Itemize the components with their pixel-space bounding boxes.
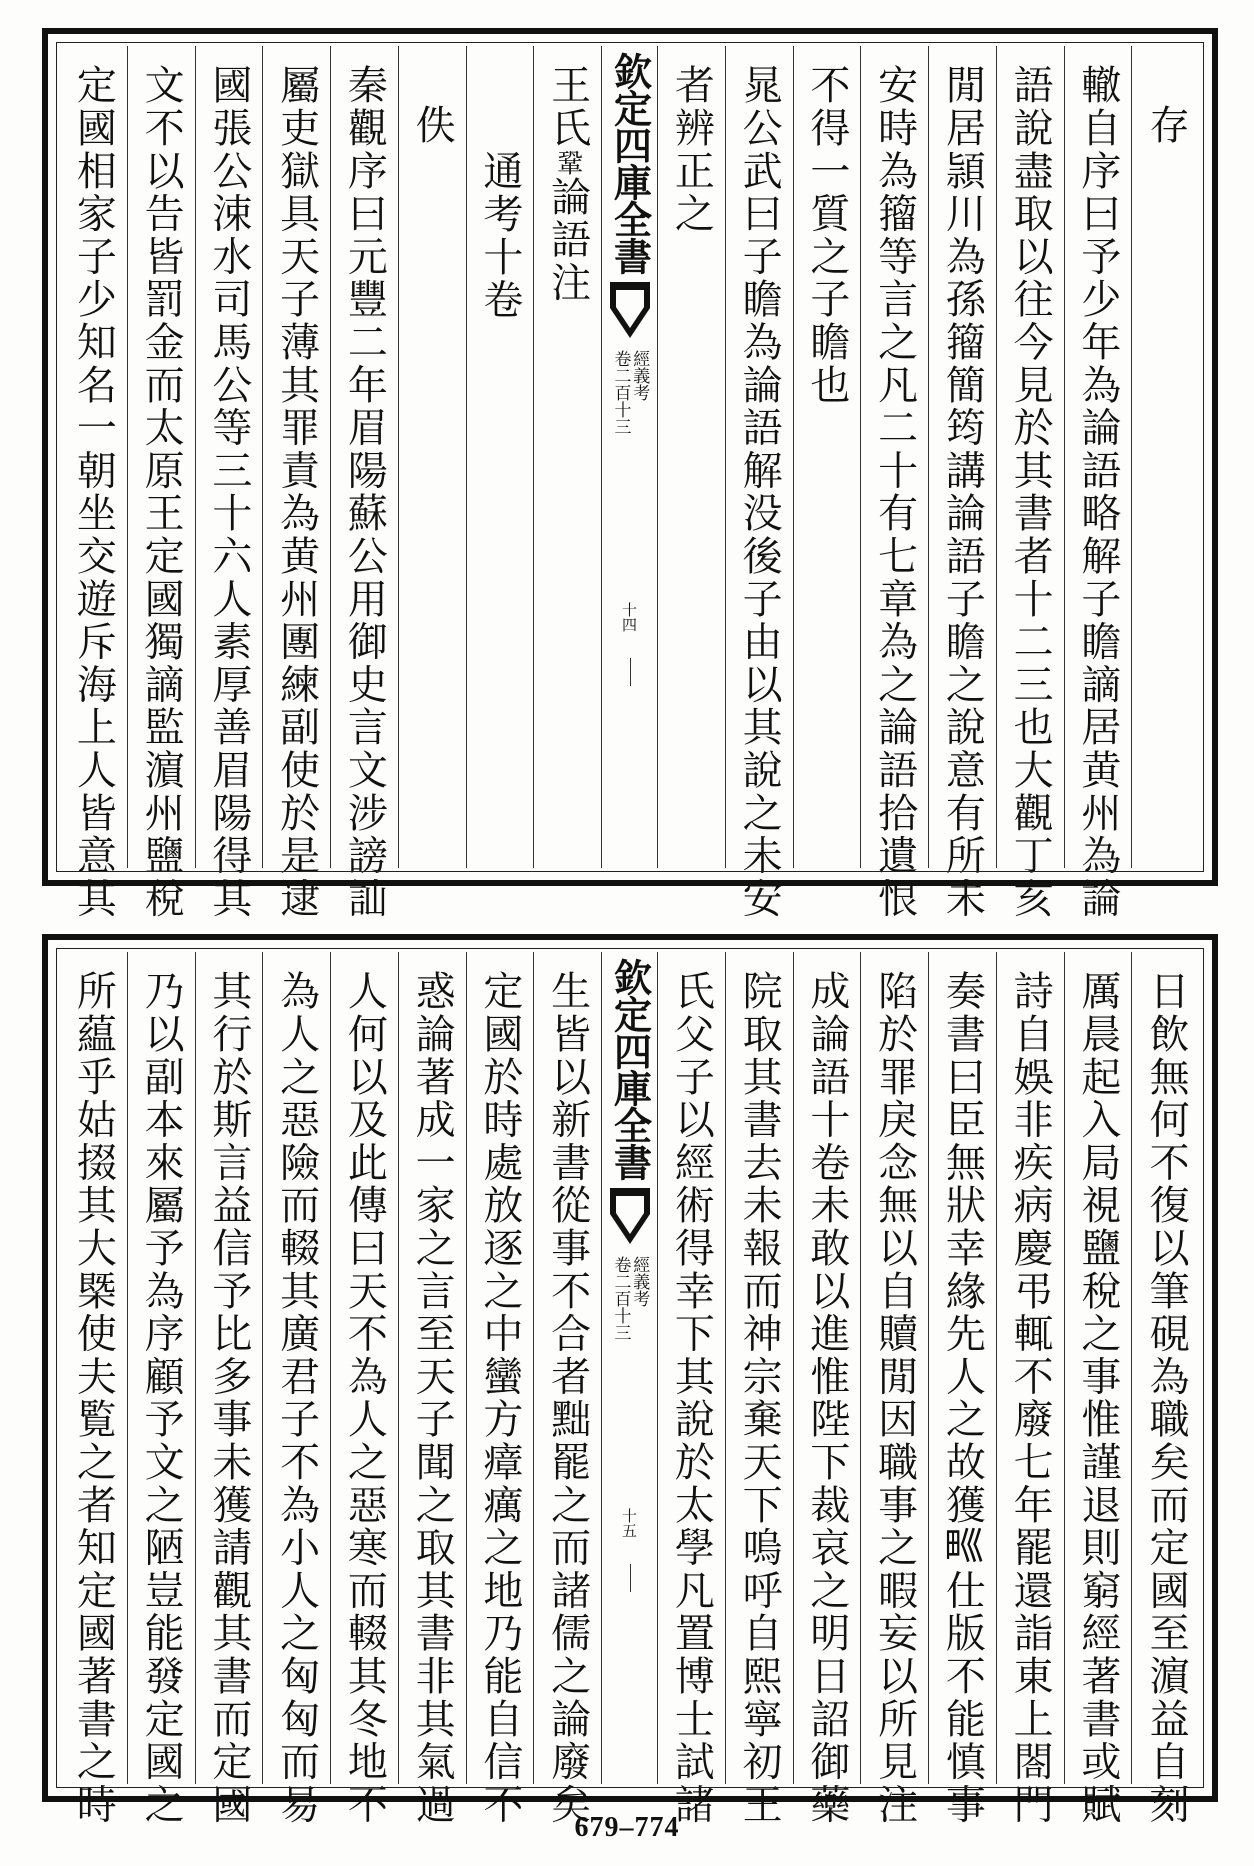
column-text (1007, 970, 1054, 1826)
column-text (939, 64, 986, 920)
column-main-text: 生皆以新書從事不合者黜罷之而諸儒之論廢矣 (544, 970, 591, 1826)
lower-page (42, 934, 1218, 1826)
column-text (736, 970, 783, 1826)
text-column (60, 46, 128, 920)
column-text (341, 970, 388, 1826)
text-column (929, 952, 997, 1826)
column-main-text: 語說盡取以往今見於其書者十二三也大觀丁亥 (1007, 64, 1054, 920)
column-main-text: 不得一質之子瞻也 (803, 64, 850, 407)
text-column (1065, 952, 1133, 1826)
column-main-text: 文不以告皆罰金而太原王定國獨謫監濵州鹽稅 (138, 64, 185, 920)
fold-juan-number: 卷二百十三 (610, 1256, 631, 1341)
column-main-text: 安時為籀等言之凡二十有七章為之論語拾遺恨 (871, 64, 918, 920)
column-main-text: 轍自序曰予少年為論語略解子瞻謫居黄州為論 (1074, 64, 1121, 920)
text-column (658, 952, 726, 1826)
column-text (544, 64, 591, 305)
fold-volume-info (611, 1256, 648, 1341)
column-text (939, 970, 986, 1826)
column-main-text: 奏書曰臣無狀幸緣先人之故獲𤰝仕版不能慎事 (939, 970, 986, 1826)
column-main-text: 厲晨起入局視鹽稅之事惟謹退則窮經著書或賦 (1074, 970, 1121, 1826)
text-column (1132, 952, 1200, 1826)
column-text (1143, 104, 1190, 147)
column-text (803, 64, 850, 407)
column-main-text: 院取其書去未報而神宗棄天下嗚呼自熙寧初王 (736, 970, 783, 1826)
column-main-text: 佚 (409, 104, 456, 147)
column-main-text: 乃以副本來屬予為序顧予文之陋豈能發定國之 (138, 970, 185, 1826)
text-column (399, 952, 467, 1826)
column-text (736, 64, 783, 920)
fold-book-series-title: 欽定四庫全書 (607, 52, 653, 274)
column-text (1074, 970, 1121, 1826)
column-main-text: 者辨正之 (668, 64, 715, 236)
text-column (997, 46, 1065, 920)
column-text (409, 970, 456, 1826)
text-column (263, 46, 331, 920)
fold-rule (630, 1564, 631, 1592)
column-text (871, 970, 918, 1826)
column-main-text: 定國相家子少知名一朝坐交遊斥海上人皆意其 (70, 64, 117, 920)
column-main-text: 所藴乎姑掇其大槩使夫覧之者知定國著書之時 (70, 970, 117, 1826)
upper-page (42, 28, 1218, 920)
column-text (1007, 64, 1054, 920)
column-text (273, 64, 320, 920)
column-text (476, 970, 523, 1826)
column-main-text: 其行於斯言益信予比多事未獲請觀其書而定國 (205, 970, 252, 1826)
column-text (1143, 970, 1190, 1826)
column-text (668, 64, 715, 236)
column-text (409, 104, 456, 147)
text-column (467, 952, 535, 1826)
page-number: 679–774 (574, 1812, 680, 1843)
text-column (196, 952, 264, 1826)
column-main-text: 成論語十卷未敢以進惟陛下裁哀之明日詔御藥 (803, 970, 850, 1826)
text-column (60, 952, 128, 1826)
fold-juan-number: 卷二百十三 (610, 350, 631, 435)
column-main-text: 日飲無何不復以筆硯為職矣而定國至濵益自刻 (1143, 970, 1190, 1826)
text-column (997, 952, 1065, 1826)
column-main-text: 晁公武曰子瞻為論語解没後子由以其說之未安 (736, 64, 783, 920)
column-main-text: 人何以及此傳曰天不為人之惡寒而輟其冬地不 (341, 970, 388, 1826)
column-main-text: 存 (1143, 104, 1190, 147)
column-text (871, 64, 918, 920)
column-text (803, 970, 850, 1826)
fold-rule (630, 658, 631, 686)
column-main-text: 國張公涑水司馬公等三十六人素厚善眉陽得其 (205, 64, 252, 920)
fish-tail-ornament-icon (608, 280, 652, 340)
fold-folio-number: 十五 (620, 1508, 638, 1538)
column-main-text: 詩自娛非疾病慶弔輒不廢七年罷還詣東上閤門 (1007, 970, 1054, 1826)
column-main-text: 惑論著成一家之言至天子聞之取其書非其氣過 (409, 970, 456, 1826)
column-main-text: 王氏 (544, 64, 591, 150)
text-column (128, 46, 196, 920)
fold-volume-info (611, 350, 648, 435)
author-name-note: 鞏 (552, 149, 583, 176)
fish-tail-ornament-icon (608, 1186, 652, 1246)
column-main-text: 為人之惡險而輟其廣君子不為小人之匈匈而易 (273, 970, 320, 1826)
column-text (138, 64, 185, 920)
text-column (399, 46, 467, 868)
text-column (331, 46, 399, 920)
column-text (544, 970, 591, 1826)
column-main-text: 通考十卷 (476, 150, 523, 322)
column-main-text: 定國於時處放逐之中蠻方瘴癘之地乃能自信不 (476, 970, 523, 1826)
text-column (726, 46, 794, 920)
column-text (70, 970, 117, 1826)
column-text (70, 64, 117, 920)
column-text (205, 64, 252, 920)
column-text (341, 64, 388, 920)
lower-page-columns (60, 952, 1200, 1826)
column-text (1074, 64, 1121, 920)
column-main-text: 陷於罪戾念無以自贖閒因職事之暇妄以所見注 (871, 970, 918, 1826)
text-column (794, 46, 862, 868)
text-column (1065, 46, 1133, 920)
text-column (861, 46, 929, 920)
fold-book-name: 經義考 (629, 1256, 650, 1307)
fold-book-series-title: 欽定四庫全書 (607, 958, 653, 1180)
fold-center-column (602, 46, 658, 868)
column-title-text: 論語注 (544, 175, 591, 305)
text-column (726, 952, 794, 1826)
text-column (331, 952, 399, 1826)
text-column (467, 46, 535, 868)
column-main-text: 氏父子以經術得幸下其說於太學凡置博士試諸 (668, 970, 715, 1826)
fold-folio-number: 十四 (620, 602, 638, 632)
column-main-text: 閒居頴川為孫籀簡筠講論語子瞻之說意有所未 (939, 64, 986, 920)
text-column (861, 952, 929, 1826)
text-column (794, 952, 862, 1826)
text-column (128, 952, 196, 1826)
column-main-text: 秦觀序曰元豐二年眉陽蘇公用御史言文涉謗訕 (341, 64, 388, 920)
text-column (658, 46, 726, 868)
text-column (534, 46, 602, 868)
text-column (1132, 46, 1200, 868)
text-column (929, 46, 997, 920)
column-text (138, 970, 185, 1826)
column-main-text: 屬吏獄具天子薄其罪責為黄州團練副使於是逮 (273, 64, 320, 920)
upper-page-columns (60, 46, 1200, 920)
column-text (273, 970, 320, 1826)
text-column (534, 952, 602, 1826)
fold-book-name: 經義考 (629, 350, 650, 401)
text-column (263, 952, 331, 1826)
column-text (205, 970, 252, 1826)
column-text (668, 970, 715, 1826)
text-column (196, 46, 264, 920)
column-text (476, 150, 523, 322)
fold-center-column (602, 952, 658, 1784)
